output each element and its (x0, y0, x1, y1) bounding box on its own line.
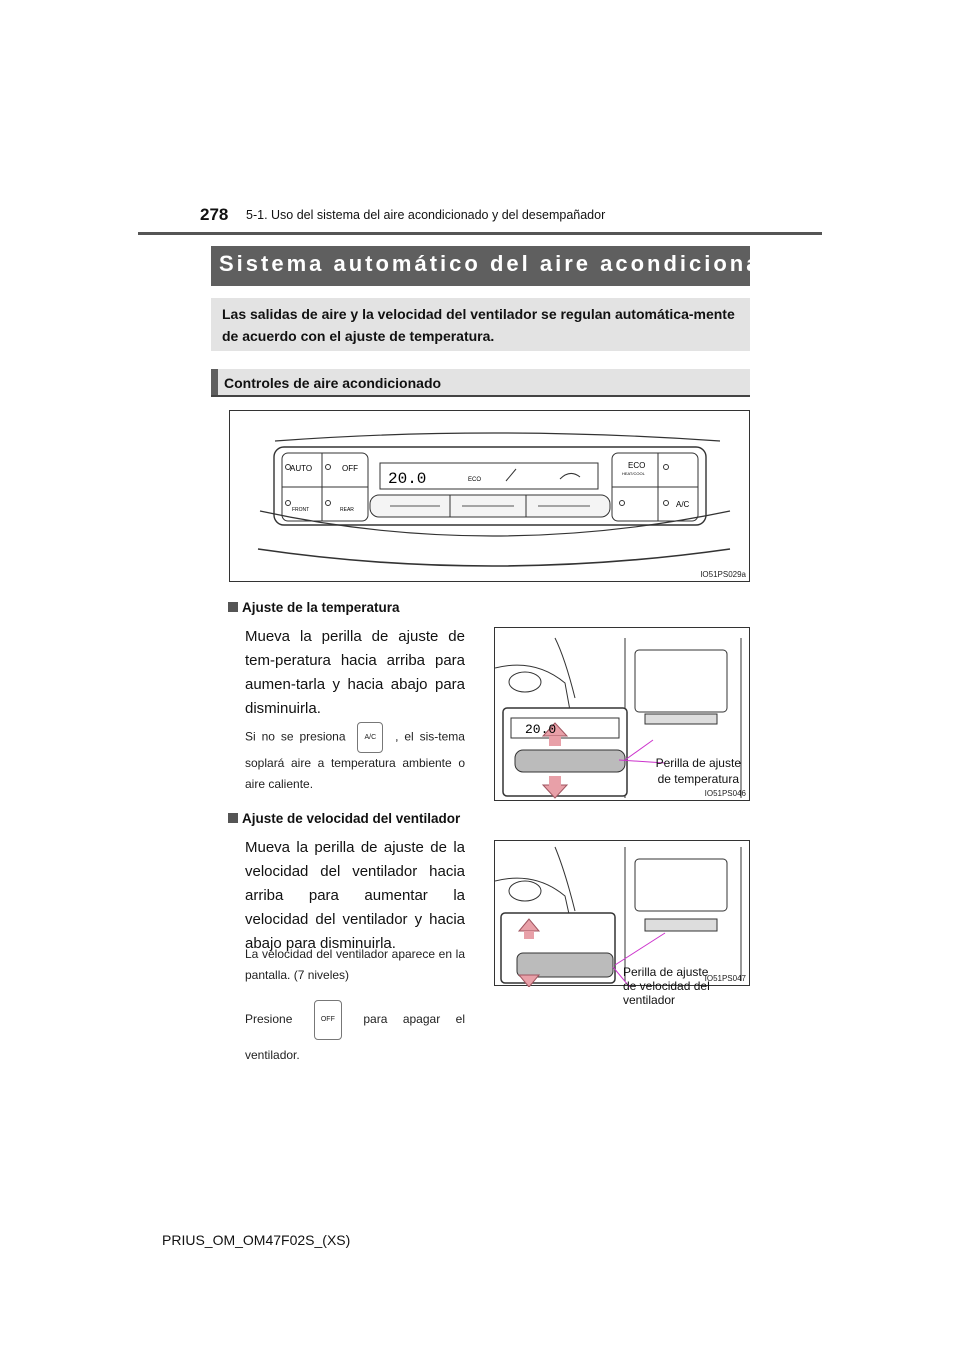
chapter-header: 5-1. Uso del sistema del aire acondicionado y del desempañador (246, 208, 606, 222)
figure-code: IO51PS029a (700, 570, 746, 579)
page-number: 278 (200, 205, 229, 224)
eco-sub-label: HEAT/COOL (622, 471, 645, 476)
section-accent (211, 369, 218, 395)
control-panel-illustration (230, 411, 751, 583)
ac-button-icon: A/C (357, 722, 383, 753)
footer-doc-id: PRIUS_OM_OM47F02S_(XS) (162, 1232, 351, 1248)
front-defrost-label: FRONT (292, 507, 310, 513)
figure-code: IO51PS047 (704, 974, 746, 983)
temperature-note: Si no se presiona A/C , el sis-tema soplará aire a temperatura ambiente o aire caliente. (245, 722, 465, 795)
auto-button-label: AUTO (290, 464, 313, 473)
fan-off-button-label: OFF (342, 464, 358, 473)
control-panel-figure (229, 410, 750, 582)
page-title: Sistema automático del aire acondicionado (219, 251, 795, 276)
fan-off-button-icon: OFF (314, 1000, 342, 1040)
bullet-square-icon (228, 813, 238, 823)
fan-heading: Ajuste de velocidad del ventilador (228, 811, 460, 826)
display-temperature: 20.0 (388, 470, 427, 488)
ac-button-label: A/C (676, 500, 690, 509)
temperature-heading: Ajuste de la temperatura (228, 600, 400, 615)
header-rule (138, 232, 822, 235)
intro-text: Las salidas de aire y la velocidad del ventilador se regulan automática-mente de acuerdo con el ajuste de temperatura. (222, 306, 735, 344)
eco-button-label: ECO (628, 461, 646, 470)
fan-note-1: La velocidad del ventilador aparece en la pantalla. (7 niveles) (245, 947, 465, 982)
rear-defrost-label: REAR (340, 507, 354, 513)
display-eco: ECO (468, 477, 482, 483)
fan-note-2: Presione OFF para apagar el ventilador. (245, 1000, 465, 1070)
temperature-knob-figure (494, 627, 750, 801)
section-title: Controles de aire acondicionado (224, 375, 442, 391)
fan-body: Mueva la perilla de ajuste de la velocidad del ventilador hacia arriba para aumentar la velocidad del ventilador y hacia abajo para disminuirla. (245, 839, 465, 952)
fan-callout: Perilla de ajuste de velocidad del ventilador (623, 965, 710, 1007)
fan-knob-figure (494, 840, 750, 1007)
temperature-callout: Perilla de ajuste de temperatura (655, 756, 741, 786)
figure-code: IO51PS046 (704, 789, 746, 798)
bullet-square-icon (228, 602, 238, 612)
display-temperature: 20.0 (525, 722, 557, 737)
temperature-body: Mueva la perilla de ajuste de tem-peratura hacia arriba para aumen-tarla y hacia abajo para disminuirla. (245, 628, 465, 717)
